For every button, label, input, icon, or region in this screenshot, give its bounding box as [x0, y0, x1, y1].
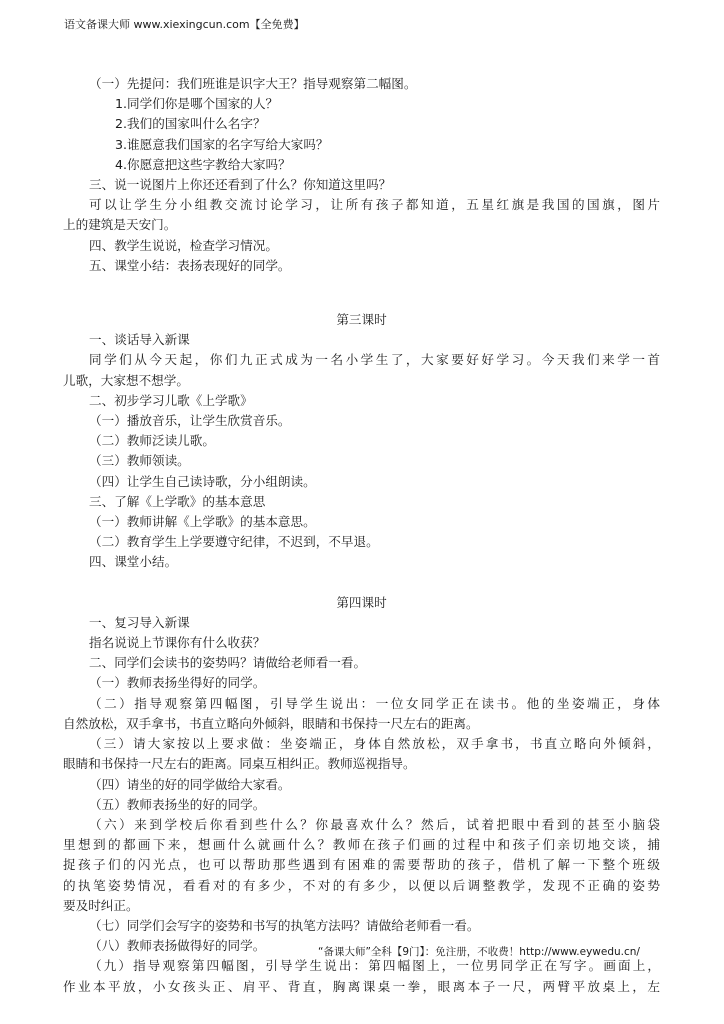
- paragraph-line: （二）教师泛读儿歌。: [89, 433, 215, 449]
- paragraph-line: （二）指导观察第四幅图，引导学生说出：一位女同学正在读书。他的坐姿端正，身体: [89, 695, 660, 711]
- paragraph-line: 作业本平放，小女孩头正、肩平、背直，胸离课桌一拳，眼离本子一尺，两臂平放桌上，左: [63, 978, 660, 994]
- paragraph-line: 捉孩子们的闪光点，也可以帮助那些遇到有困难的需要帮助的孩子，借机了解一下整个班级: [63, 857, 660, 873]
- document-body: [63, 74, 660, 997]
- paragraph-line: 一、复习导入新课: [89, 614, 190, 630]
- paragraph-line: （四）让学生自己读诗歌，分小组朗读。: [89, 473, 316, 489]
- page-footer: “备课大师”全科【9门】：免注册，不收费！http://www.eywedu.cn/: [318, 946, 640, 958]
- section-top: [63, 74, 660, 276]
- lesson-4-title: 第四课时: [336, 594, 387, 610]
- paragraph-line: 指名说说上节课你有什么收获？: [89, 635, 266, 651]
- paragraph-line: 二、初步学习儿歌《上学歌》: [89, 392, 253, 408]
- list-item: 1.同学们你是哪个国家的人？: [115, 96, 279, 112]
- paragraph-line: （四）请坐的好的同学做给大家看。: [89, 776, 291, 792]
- paragraph-line: （七）同学们会写字的姿势和书写的执笔方法吗？请做给老师看一看。: [89, 917, 480, 933]
- paragraph-line: 可以让学生分小组教交流讨论学习，让所有孩子都知道，五星红旗是我国的国旗，图片: [89, 197, 660, 213]
- list-item: 2.我们的国家叫什么名字？: [115, 116, 266, 132]
- paragraph-line: 五、课堂小结：表扬表现好的同学。: [89, 257, 291, 273]
- paragraph-line: （一）教师表扬坐得好的同学。: [89, 675, 266, 691]
- paragraph-line: （三）请大家按以上要求做：坐姿端正，身体自然放松，双手拿书，书直立略向外倾斜，: [89, 736, 660, 752]
- paragraph-line: 同学们从今天起，你们九正式成为一名小学生了，大家要好好学习。今天我们来学一首: [89, 352, 660, 368]
- paragraph-line: 的执笔姿势情况，看看对的有多少，不对的有多少，以便以后调整教学，发现不正确的姿势: [63, 877, 660, 893]
- paragraph-line: 四、课堂小结。: [89, 554, 178, 570]
- paragraph-line: 一、谈话导入新课: [89, 332, 190, 348]
- lesson-4-section: [63, 593, 660, 997]
- paragraph-line: 自然放松，双手拿书，书直立略向外倾斜，眼睛和书保持一尺左右的距离。: [63, 715, 479, 731]
- lesson-3-title: 第三课时: [336, 312, 387, 328]
- paragraph-line: 要及时纠正。: [63, 897, 139, 913]
- paragraph-line: （九）指导观察第四幅图，引导学生说出：第四幅图上，一位男同学正在写字。画面上，: [89, 958, 660, 974]
- paragraph-line: 四、教学生说说，检查学习情况。: [89, 237, 278, 253]
- paragraph-line: 儿歌，大家想不想学。: [63, 372, 189, 388]
- paragraph-line: （三）教师领读。: [89, 453, 190, 469]
- paragraph-line: （一）教师讲解《上学歌》的基本意思。: [89, 514, 316, 530]
- page-header: 语文备课大师 www.xiexingcun.com【全免费】: [64, 18, 305, 31]
- list-item: 4.你愿意把这些字教给大家吗？: [115, 156, 291, 172]
- paragraph-line: 上的建筑是天安门。: [63, 217, 177, 233]
- paragraph-line: 二、同学们会读书的姿势吗？请做给老师看一看。: [89, 655, 367, 671]
- paragraph-line: （一）先提问：我们班谁是识字大王？指导观察第二幅图。: [89, 76, 417, 91]
- paragraph-line: （六）来到学校后你看到些什么？你最喜欢什么？然后，试着把眼中看到的甚至小脑袋: [89, 816, 660, 832]
- paragraph-line: 眼睛和书保持一尺左右的距离。同桌互相纠正。教师巡视指导。: [63, 756, 416, 772]
- paragraph-line: （五）教师表扬坐的好的同学。: [89, 796, 266, 812]
- lesson-3-section: [63, 310, 660, 573]
- paragraph-line: 三、说一说图片上你还还看到了什么？你知道这里吗？: [89, 177, 392, 193]
- paragraph-line: （二）教育学生上学要遵守纪律，不迟到，不早退。: [89, 534, 379, 550]
- paragraph-line: 里想到的都画下来，想画什么就画什么？教师在孩子们画的过程中和孩子们亲切地交谈，捕: [63, 837, 660, 853]
- list-item: 3.谁愿意我们国家的名字写给大家吗？: [115, 136, 329, 152]
- paragraph-line: 三、了解《上学歌》的基本意思: [89, 493, 266, 509]
- paragraph-line: （一）播放音乐，让学生欣赏音乐。: [89, 413, 291, 429]
- paragraph-line: （八）教师表扬做得好的同学。: [89, 938, 266, 954]
